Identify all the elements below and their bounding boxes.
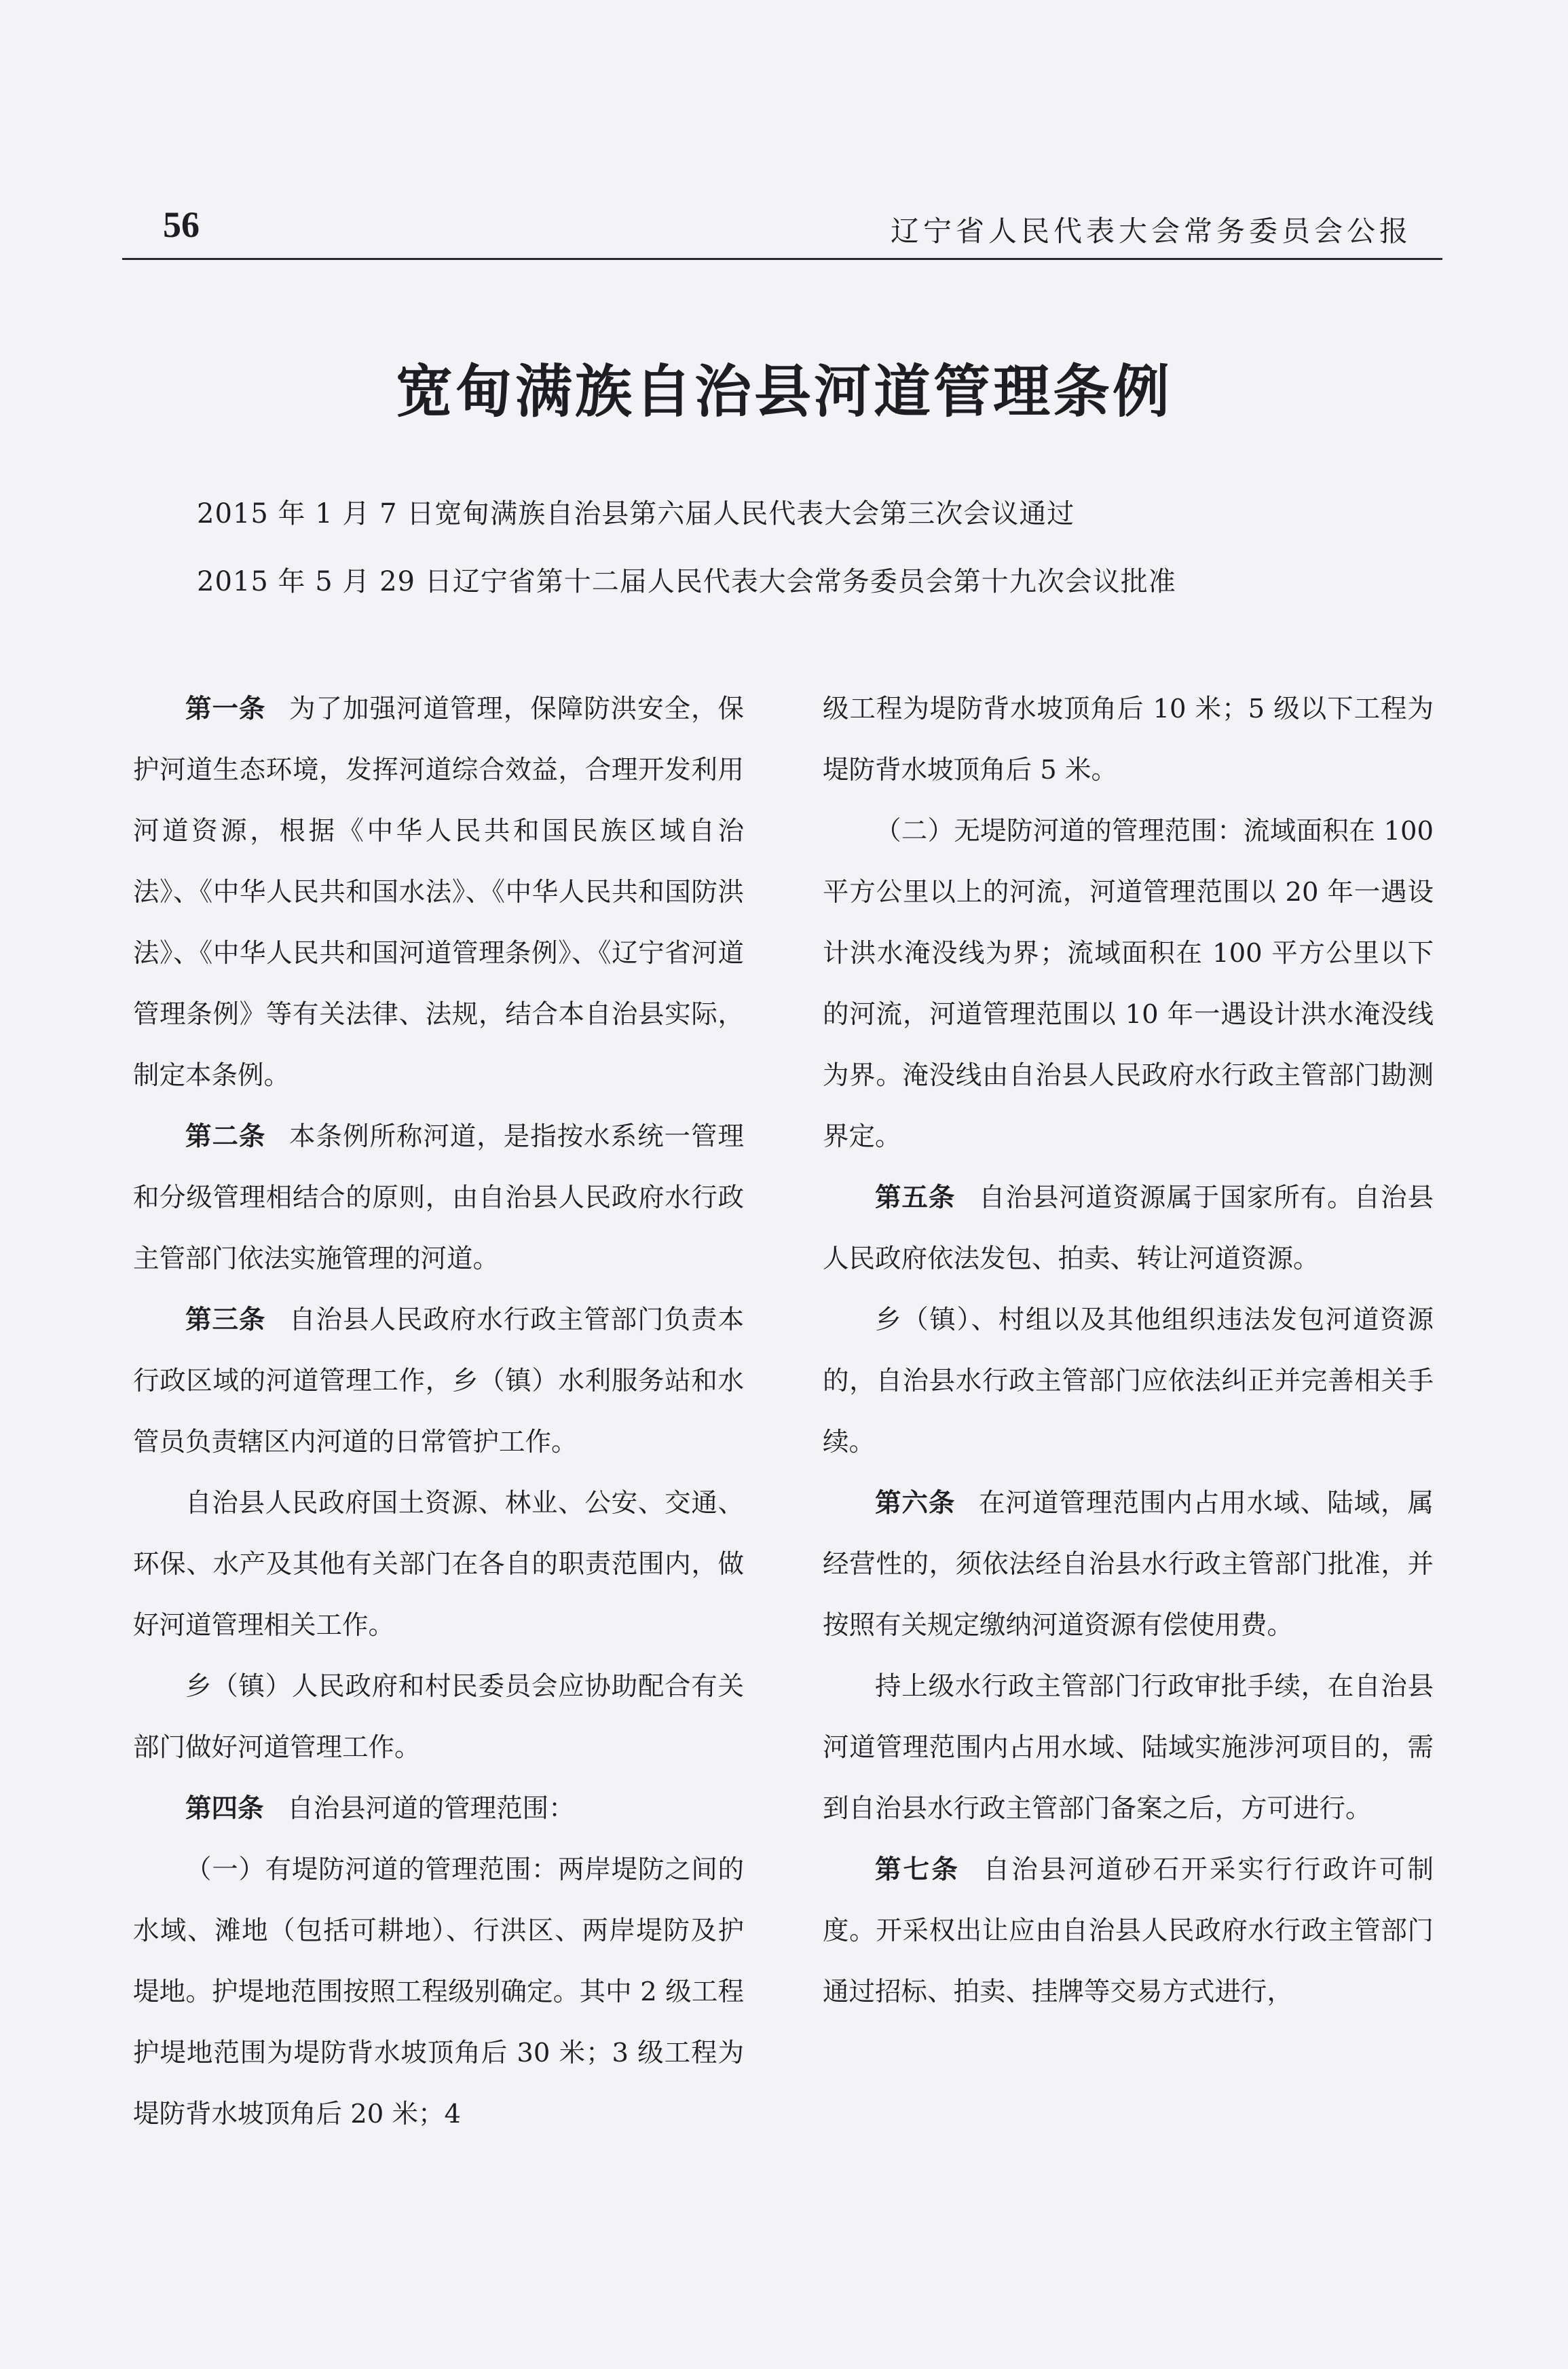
page-number: 56: [163, 204, 200, 245]
left-column: [133, 679, 744, 2145]
article-label: 第六条: [875, 1488, 956, 1518]
article-label: 第七条: [875, 1854, 960, 1885]
subtitle-approved: 2015 年 5 月 29 日辽宁省第十二届人民代表大会常务委员会第十九次会议批准: [197, 566, 1176, 597]
article-paragraph: [133, 1290, 744, 1473]
paragraph-text: （二）无堤防河道的管理范围：流域面积在 100 平方公里以上的河流，河道管理范围以 20 年一遇设计洪水淹没线为界；流域面积在 100 平方公里以下的河流，河道管理范围以 10 年一遇设计洪水淹没线为界。淹没线由自治县人民政府水行政主管部门勘测界定。: [823, 816, 1434, 1152]
paragraph: [823, 801, 1434, 1168]
paragraph-text: 持上级水行政主管部门行政审批手续，在自治县河道管理范围内占用水域、陆域实施涉河项目的，需到自治县水行政主管部门备案之后，方可进行。: [823, 1671, 1434, 1824]
paragraph: [823, 1656, 1434, 1840]
article-paragraph: [133, 679, 744, 1106]
paragraph-text: 自治县人民政府国土资源、林业、公安、交通、环保、水产及其他有关部门在各自的职责范围内，做好河道管理相关工作。: [133, 1488, 744, 1641]
article-paragraph: [133, 1778, 744, 1840]
subtitle-passed: 2015 年 1 月 7 日宽甸满族自治县第六届人民代表大会第三次会议通过: [197, 498, 1075, 529]
article-label: 第五条: [875, 1182, 956, 1213]
page-header: [163, 197, 1446, 258]
article-label: 第三条: [185, 1305, 266, 1335]
paragraph-text: 本条例所称河道，是指按水系统一管理和分级管理相结合的原则，由自治县人民政府水行政主管部门依法实施管理的河道。: [133, 1121, 744, 1274]
paragraph-continued: [823, 679, 1434, 801]
paragraph: [133, 1840, 744, 2145]
paragraph-text: 乡（镇）人民政府和村民委员会应协助配合有关部门做好河道管理工作。: [133, 1671, 744, 1763]
document-title: 宽甸满族自治县河道管理条例: [395, 358, 1172, 425]
article-label: 第二条: [185, 1121, 266, 1152]
paragraph-text: 为了加强河道管理，保障防洪安全，保护河道生态环境，发挥河道综合效益，合理开发利用河道资源，根据《中华人民共和国民族区域自治法》、《中华人民共和国水法》、《中华人民共和国防洪法》、《中华人民共和国河道管理条例》、《辽宁省河道管理条例》等有关法律、法规，结合本自治县实际，制定本条例。: [133, 694, 744, 1091]
paragraph-text: 自治县河道砂石开采实行行政许可制度。开采权出让应由自治县人民政府水行政主管部门通过招标、拍卖、挂牌等交易方式进行，: [823, 1854, 1434, 2007]
article-paragraph: [823, 1473, 1434, 1656]
paragraph-text: 自治县河道资源属于国家所有。自治县人民政府依法发包、拍卖、转让河道资源。: [823, 1182, 1434, 1274]
article-label: 第四条: [185, 1793, 264, 1824]
paragraph: [823, 1290, 1434, 1473]
article-paragraph: [133, 1106, 744, 1290]
paragraph: [133, 1473, 744, 1656]
paragraph-text: 自治县人民政府水行政主管部门负责本行政区域的河道管理工作，乡（镇）水利服务站和水管员负责辖区内河道的日常管护工作。: [133, 1305, 744, 1457]
article-paragraph: [823, 1168, 1434, 1290]
paragraph-text: 在河道管理范围内占用水域、陆域，属经营性的，须依法经自治县水行政主管部门批准，并按照有关规定缴纳河道资源有偿使用费。: [823, 1488, 1434, 1641]
journal-name: 辽宁省人民代表大会常务委员会公报: [890, 214, 1412, 248]
header-rule: [122, 258, 1442, 260]
article-paragraph: [823, 1840, 1434, 2023]
paragraph-text: 乡（镇）、村组以及其他组织违法发包河道资源的，自治县水行政主管部门应依法纠正并完善相关手续。: [823, 1305, 1434, 1457]
paragraph-text: （一）有堤防河道的管理范围：两岸堤防之间的水域、滩地（包括可耕地）、行洪区、两岸堤防及护堤地。护堤地范围按照工程级别确定。其中 2 级工程护堤地范围为堤防背水坡顶角后 30 米；3 级工程为堤防背水坡顶角后 20 米；4: [133, 1854, 744, 2129]
article-label: 第一条: [185, 694, 266, 724]
paragraph: [133, 1656, 744, 1778]
right-column: [823, 679, 1434, 2023]
paragraph-text: 自治县河道的管理范围：: [287, 1793, 575, 1824]
paragraph-text: 级工程为堤防背水坡顶角后 10 米；5 级以下工程为堤防背水坡顶角后 5 米。: [823, 694, 1434, 785]
